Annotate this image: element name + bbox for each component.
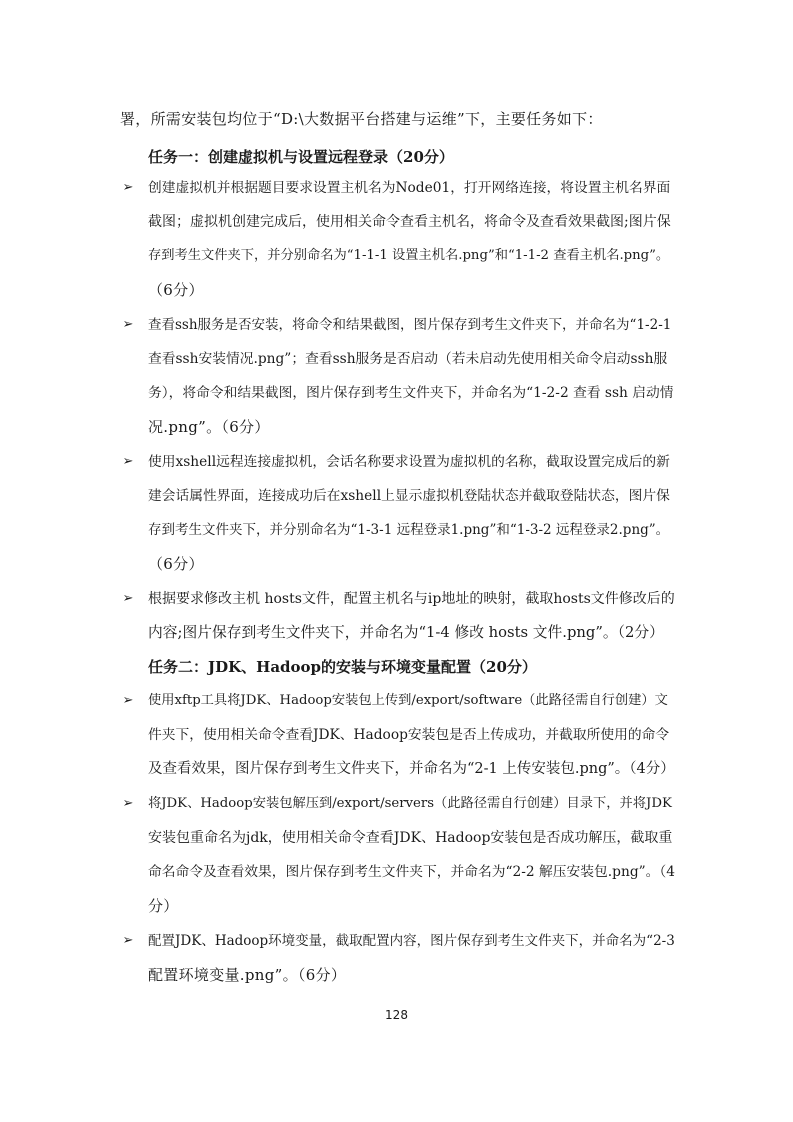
task1-item1-line3: 存到考生文件夹下，并分别命名为“1-1-1 设置主机名.png”和“1-1-2 查看主机名.png”。 — [148, 248, 670, 263]
task1-item2-line2: 查看ssh安装情况.png”；查看ssh服务是否启动（若未启动先使用相关命令启动ssh服 — [148, 351, 668, 367]
bullet-icon: ➢ — [122, 317, 134, 332]
task2-item1-line3: 及查看效果，图片保存到考生文件夹下，并命名为“2-1 上传安装包.png”。（4分） — [148, 761, 675, 777]
task1-item1-line2: 截图；虚拟机创建完成后，使用相关命令查看主机名，将命令及查看效果截图;图片保 — [148, 214, 671, 230]
task2-item3-line2: 配置环境变量.png”。（6分） — [148, 966, 347, 984]
task1-item4-line2: 内容;图片保存到考生文件夹下，并命名为“1-4 修改 hosts 文件.png”。（2分） — [148, 624, 664, 641]
task2-heading: 任务二：JDK、Hadoop的安装与环境变量配置（20分） — [148, 658, 537, 676]
bullet-icon: ➢ — [122, 591, 134, 606]
task1-item1-line4: （6分） — [148, 281, 204, 299]
task1-heading: 任务一：创建虚拟机与设置远程登录（20分） — [148, 148, 454, 166]
task1-item3-line3: 存到考生文件夹下，并分别命名为“1-3-1 远程登录1.png”和“1-3-2 远程登录2.png”。 — [148, 522, 670, 538]
task2-item2-line3: 命名命令及查看效果，图片保存到考生文件夹下，并命名为“2-2 解压安装包.png”。（4 — [148, 864, 676, 880]
task1-item3-line2: 建会话属性界面，连接成功后在xshell上显示虚拟机登陆状态并截取登陆状态，图片保 — [148, 488, 670, 504]
task2-item2-line1: 将JDK、Hadoop安装包解压到/export/servers（此路径需自行创建）目录下，并将JDK — [148, 796, 672, 811]
task2-item1-line1: 使用xftp工具将JDK、Hadoop安装包上传到/export/software（此路径需自行创建）文 — [148, 693, 668, 708]
task2-item3-line1: 配置JDK、Hadoop环境变量，截取配置内容，图片保存到考生文件夹下，并命名为“2-3 — [148, 933, 675, 949]
intro-line: 署，所需安装包均位于“D:\大数据平台搭建与运维”下，主要任务如下： — [120, 110, 603, 128]
bullet-icon: ➢ — [122, 180, 134, 195]
page-number: 128 — [385, 1008, 408, 1022]
task1-item3-line1: 使用xshell远程连接虚拟机，会话名称要求设置为虚拟机的名称，截取设置完成后的新 — [148, 454, 670, 470]
task2-item1-line2: 件夹下，使用相关命令查看JDK、Hadoop安装包是否上传成功，并截取所使用的命令 — [148, 727, 670, 743]
bullet-icon: ➢ — [122, 933, 134, 948]
task2-item2-line4: 分） — [148, 897, 179, 915]
task1-item2-line1: 查看ssh服务是否安装，将命令和结果截图，图片保存到考生文件夹下，并命名为“1-2-1 — [148, 317, 672, 333]
task1-item1-line1: 创建虚拟机并根据题目要求设置主机名为Node01，打开网络连接，将设置主机名界面 — [148, 180, 671, 196]
bullet-icon: ➢ — [122, 693, 134, 708]
task1-item3-line4: （6分） — [148, 555, 204, 573]
task1-item2-line4: 况.png”。（6分） — [148, 418, 270, 436]
task2-item2-line2: 安装包重命名为jdk，使用相关命令查看JDK、Hadoop安装包是否成功解压，截取重 — [148, 830, 673, 846]
bullet-icon: ➢ — [122, 796, 134, 811]
bullet-icon: ➢ — [122, 454, 134, 469]
task1-item4-line1: 根据要求修改主机 hosts文件，配置主机名与ip地址的映射，截取hosts文件修改后的 — [148, 591, 675, 607]
task1-item2-line3: 务），将命令和结果截图，图片保存到考生文件夹下，并命名为“1-2-2 查看 ssh 启动情 — [148, 385, 674, 401]
